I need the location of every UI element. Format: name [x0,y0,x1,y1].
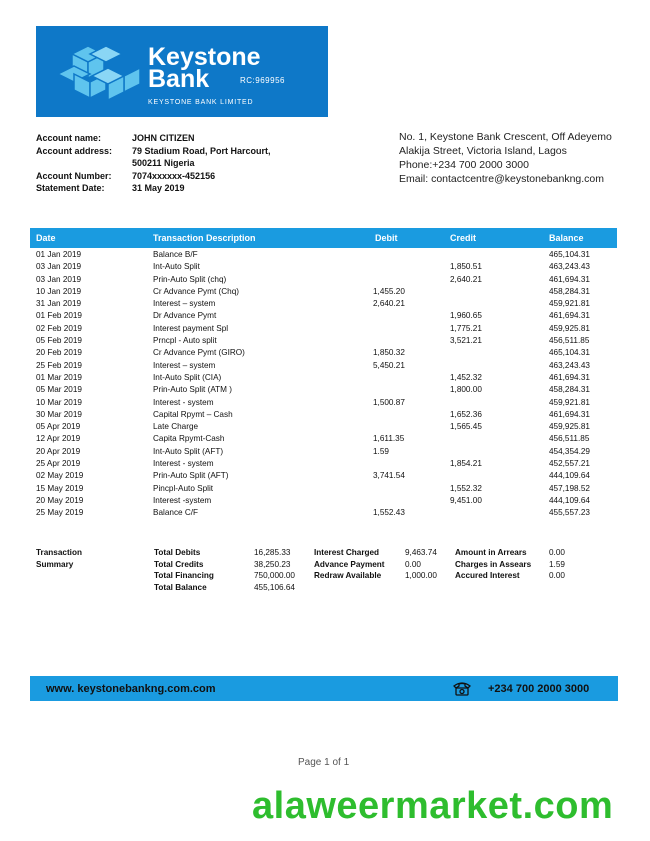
table-row [36,508,596,520]
table-row [36,447,596,459]
cell-description: Capita Rpymt-Cash [153,434,225,444]
header-date: Date [36,233,56,243]
cell-description: Int-Auto Split (AFT) [153,446,224,456]
cell-balance: 452,557.21 [549,459,590,469]
cell-balance: 456,511.85 [549,434,590,444]
cell-description: Prncpl - Auto split [153,336,217,346]
table-row [36,250,596,262]
account-name-value: JOHN CITIZEN [132,133,195,143]
statement-date-label: Statement Date: [36,183,105,193]
redraw-available-value: 1,000.00 [405,571,437,580]
cell-description: Interest – system [153,299,216,309]
cell-date: 03 Jan 2019 [36,274,82,284]
total-balance-label: Total Balance [154,582,207,592]
cell-balance: 444,109.64 [549,471,590,481]
account-number-label: Account Number: [36,170,112,181]
total-financing-label: Total Financing [154,571,214,580]
telephone-icon [451,679,473,697]
table-row [36,471,596,483]
cell-debit: 1,455.20 [373,286,405,296]
cell-description: Prin-Auto Split (chq) [153,274,227,284]
table-row [36,484,596,496]
cell-description: Prin-Auto Split (AFT) [153,471,229,481]
cell-balance: 455,557.23 [549,508,590,518]
footer-bar [30,676,618,701]
cell-date: 01 Jan 2019 [36,250,82,259]
cell-description: Int-Auto Split (CIA) [153,372,222,382]
statement-date-value: 31 May 2019 [132,183,185,193]
cell-description: Cr Advance Pymt (Chq) [153,286,239,296]
bank-logo-banner [36,26,328,117]
cell-debit: 1,611.35 [373,434,405,444]
cell-description: Balance B/F [153,250,198,259]
table-row [36,410,596,422]
cell-credit: 1,960.65 [450,311,482,321]
cell-debit: 3,741.54 [373,471,405,481]
bank-name-line2: Bank [148,65,210,93]
header-balance: Balance [549,233,584,243]
cell-description: Prin-Auto Split (ATM ) [153,385,233,395]
statement-date-row [36,183,302,196]
account-details [36,133,302,196]
charges-in-arrears-value: 1.59 [549,559,565,569]
bank-phone: Phone:+234 700 2000 3000 [399,159,529,171]
footer-phone: +234 700 2000 3000 [488,683,590,695]
cell-balance: 461,694.31 [549,409,590,419]
cell-date: 12 Apr 2019 [36,434,81,444]
table-row [36,311,596,323]
cell-description: Cr Advance Pymt (GIRO) [153,348,245,358]
cell-credit: 2,640.21 [450,274,482,284]
cell-date: 30 Mar 2019 [36,409,82,419]
total-debits-value: 16,285.33 [254,548,291,557]
table-row [36,459,596,471]
header-credit: Credit [450,233,477,243]
table-row [36,348,596,360]
rc-number: RC:969956 [240,76,285,85]
account-address-label-2 [36,158,132,171]
transactions-table-body [36,250,596,521]
summary-title: Transaction [36,548,82,557]
cell-debit: 1,552.43 [373,508,405,518]
cell-debit: 1,850.32 [373,348,405,358]
cell-date: 31 Jan 2019 [36,299,82,309]
interest-charged-label: Interest Charged [314,548,380,557]
cell-balance: 459,925.81 [549,323,590,333]
cell-date: 05 Mar 2019 [36,385,82,395]
account-name-row [36,133,302,146]
cell-balance: 444,109.64 [549,495,590,505]
account-address-row-2 [36,158,302,171]
cell-debit: 5,450.21 [373,360,405,370]
cell-balance: 463,243.43 [549,360,590,370]
cell-balance: 463,243.43 [549,262,590,272]
cell-date: 01 Feb 2019 [36,311,82,321]
header-description: Transaction Description [153,233,256,243]
table-row [36,496,596,508]
cell-date: 20 Feb 2019 [36,348,82,358]
cell-description: Late Charge [153,422,199,432]
cell-description: Interest – system [153,360,216,370]
watermark-text: alaweermarket.com [252,785,614,827]
cell-balance: 459,921.81 [549,397,590,407]
cell-credit: 1,854.21 [450,459,482,469]
footer-website-link[interactable]: www. keystonebankng.com.com [46,683,216,695]
advance-payment-label: Advance Payment [314,559,385,569]
account-name-label: Account name: [36,133,102,143]
table-row [36,385,596,397]
cell-balance: 459,921.81 [549,299,590,309]
total-financing-value: 750,000.00 [254,571,295,580]
accrued-interest-label: Accured Interest [455,571,520,580]
cell-credit: 9,451.00 [450,495,482,505]
cell-date: 25 May 2019 [36,508,84,518]
total-balance-value: 455,106.64 [254,582,295,592]
cell-balance: 454,354.29 [549,446,590,456]
cell-balance: 461,694.31 [549,274,590,284]
cell-date: 02 Feb 2019 [36,323,82,333]
cell-credit: 1,552.32 [450,483,482,493]
table-row [36,373,596,385]
cell-balance: 456,511.85 [549,336,590,346]
table-row [36,434,596,446]
cell-description: Interest payment Spl [153,323,229,333]
cell-debit: 1,500.87 [373,397,405,407]
cell-date: 20 May 2019 [36,495,84,505]
page-number: Page 1 of 1 [298,757,350,768]
cell-description: Interest - system [153,397,214,407]
cell-date: 03 Jan 2019 [36,262,82,272]
cell-date: 10 Jan 2019 [36,286,82,296]
advance-payment-value: 0.00 [405,559,421,569]
bank-name [148,43,285,106]
cell-debit: 2,640.21 [373,299,405,309]
summary-title-2: Summary [36,559,74,569]
bank-address-line: No. 1, Keystone Bank Crescent, Off Adeyemo [399,131,612,143]
cell-balance: 458,284.31 [549,385,590,395]
table-row [36,275,596,287]
cell-debit: 1.59 [373,446,389,456]
cell-description: Pincpl-Auto Split [153,483,214,493]
table-row [36,299,596,311]
cell-date: 10 Mar 2019 [36,397,82,407]
transactions-table-header [30,228,617,248]
cell-description: Interest -system [153,495,212,505]
account-number-row [36,171,302,184]
bank-address-line: Alakija Street, Victoria Island, Lagos [399,145,567,157]
bank-address [399,130,612,186]
interest-charged-value: 9,463.74 [405,548,437,557]
account-address-value-2: 500211 Nigeria [132,158,195,168]
cell-balance: 461,694.31 [549,372,590,382]
account-address-row [36,146,302,159]
cell-date: 20 Apr 2019 [36,446,81,456]
table-row [36,361,596,373]
total-credits-value: 38,250.23 [254,559,291,569]
cell-credit: 1,565.45 [450,422,482,432]
cell-description: Interest - system [153,459,214,469]
table-row [36,398,596,410]
header-debit: Debit [375,233,398,243]
cell-date: 15 May 2019 [36,483,84,493]
total-debits-label: Total Debits [154,548,201,557]
charges-in-arrears-label: Charges in Assears [455,559,532,569]
account-number-value: 7074xxxxxx-452156 [132,170,216,181]
cell-balance: 458,284.31 [549,286,590,296]
table-row [36,287,596,299]
cell-date: 05 Feb 2019 [36,336,82,346]
cell-balance: 465,104.31 [549,348,590,358]
cell-description: Capital Rpymt – Cash [153,409,233,419]
cell-balance: 459,925.81 [549,422,590,432]
cell-credit: 1,775.21 [450,323,482,333]
cell-date: 05 Apr 2019 [36,422,81,432]
bank-email: Email: contactcentre@keystonebankng.com [399,173,605,185]
cell-credit: 1,452.32 [450,372,482,382]
cell-description: Balance C/F [153,508,199,518]
bank-subtitle: KEYSTONE BANK LIMITED [148,99,254,106]
amount-in-arrears-value: 0.00 [549,548,565,557]
amount-in-arrears-label: Amount in Arrears [455,548,527,557]
accrued-interest-value: 0.00 [549,571,565,580]
cell-date: 25 Apr 2019 [36,459,81,469]
cell-balance: 457,198.52 [549,483,590,493]
bank-name-line1: Keystone [148,43,261,71]
table-row [36,262,596,274]
cell-date: 01 Mar 2019 [36,372,82,382]
cell-description: Int-Auto Split [153,262,200,272]
cell-description: Dr Advance Pymt [153,311,217,321]
keystone-cubes-logo-icon [58,44,148,100]
cell-balance: 461,694.31 [549,311,590,321]
redraw-available-label: Redraw Available [314,571,382,580]
cell-date: 02 May 2019 [36,471,84,481]
cell-credit: 1,652.36 [450,409,482,419]
cell-credit: 1,800.00 [450,385,482,395]
table-row [36,336,596,348]
cell-credit: 1,850.51 [450,262,482,272]
account-address-value: 79 Stadium Road, Port Harcourt, [132,145,271,156]
account-address-label: Account address: [36,145,113,156]
cell-date: 25 Feb 2019 [36,360,82,370]
total-credits-label: Total Credits [154,559,204,569]
cell-credit: 3,521.21 [450,336,482,346]
table-row [36,422,596,434]
table-row [36,324,596,336]
cell-balance: 465,104.31 [549,250,590,259]
